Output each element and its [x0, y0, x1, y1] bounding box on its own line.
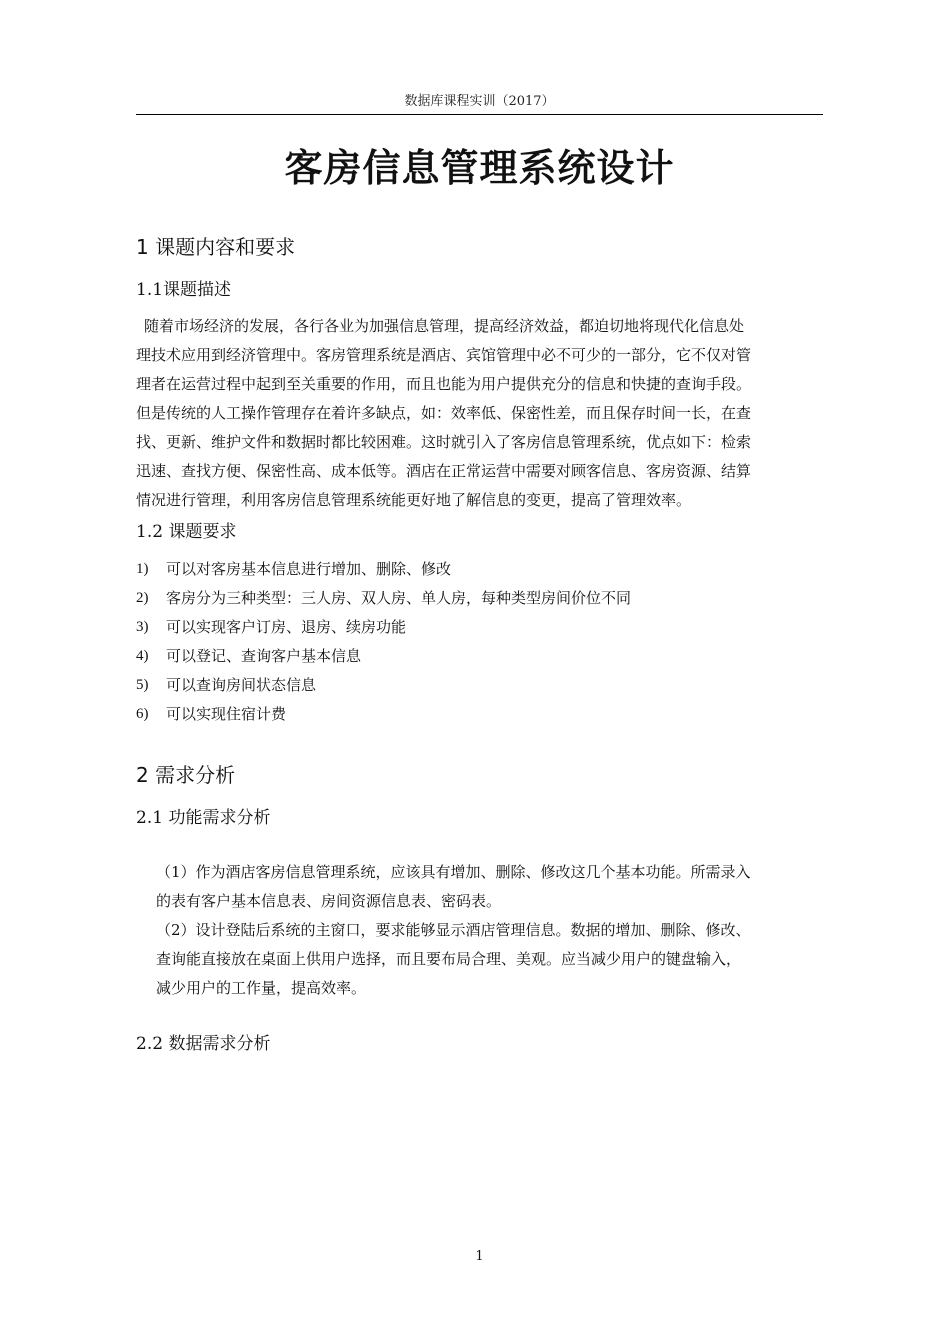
- page-number: 1: [475, 1249, 484, 1264]
- header-rule: [136, 114, 823, 115]
- section-2-1-heading: 2.1 功能需求分析: [136, 808, 271, 828]
- paragraph-line: （2）设计登陆后系统的主窗口，要求能够显示酒店管理信息。数据的增加、删除、修改、: [156, 921, 751, 939]
- list-item-text: 可以实现客户订房、退房、续房功能: [166, 618, 407, 636]
- paragraph-line: 理者在运营过程中起到至关重要的作用，而且也能为用户提供充分的信息和快捷的查询手段。: [136, 375, 752, 393]
- paragraph-line: 迅速、查找方便、保密性高、成本低等。酒店在正常运营中需要对顾客信息、客房资源、结算: [136, 462, 752, 480]
- list-item: [136, 642, 631, 671]
- section-1-heading: 1 课题内容和要求: [136, 235, 296, 259]
- section-2-heading: 2 需求分析: [136, 763, 236, 787]
- list-item: [136, 671, 631, 700]
- list-item-number: 5): [136, 677, 149, 693]
- list-item-number: 1): [136, 561, 149, 577]
- section-1-1-paragraph: [136, 312, 826, 515]
- running-header: 数据库课程实训（2017）: [404, 94, 555, 109]
- list-item-number: 6): [136, 706, 149, 722]
- list-item-text: 可以查询房间状态信息: [166, 676, 317, 694]
- paragraph-line: 随着市场经济的发展，各行各业为加强信息管理，提高经济效益，都迫切地将现代化信息处: [144, 317, 745, 335]
- list-item: [136, 555, 631, 584]
- paragraph-line: 理技术应用到经济管理中。客房管理系统是酒店、宾馆管理中必不可少的一部分，它不仅对管: [136, 346, 752, 364]
- paragraph-line: 查询能直接放在桌面上供用户选择，而且要布局合理、美观。应当减少用户的键盘输入，: [156, 950, 742, 968]
- list-item: [136, 584, 631, 613]
- paragraph-line: （1）作为酒店客房信息管理系统，应该具有增加、删除、修改这几个基本功能。所需录入: [156, 863, 751, 881]
- paragraph-line: 的表有客户基本信息表、房间资源信息表、密码表。: [156, 892, 502, 910]
- paragraph-line: 但是传统的人工操作管理存在着许多缺点，如：效率低、保密性差，而且保存时间一长，在查: [136, 404, 752, 422]
- list-item: [136, 700, 631, 729]
- list-item-number: 4): [136, 648, 149, 664]
- section-2-2-heading: 2.2 数据需求分析: [136, 1034, 271, 1054]
- list-item-text: 可以登记、查询客户基本信息: [166, 647, 362, 665]
- section-1-1-heading: 1.1课题描述: [136, 280, 232, 300]
- list-item-text: 可以实现住宿计费: [166, 705, 287, 723]
- list-item-number: 2): [136, 590, 149, 606]
- paragraph-line: 减少用户的工作量，提高效率。: [156, 979, 367, 997]
- requirements-list: [136, 555, 631, 729]
- document-title: 客房信息管理系统设计: [284, 146, 675, 190]
- list-item-number: 3): [136, 619, 149, 635]
- list-item: [136, 613, 631, 642]
- list-item-text: 可以对客房基本信息进行增加、删除、修改: [166, 560, 452, 578]
- paragraph-line: 找、更新、维护文件和数据时都比较困难。这时就引入了客房信息管理系统，优点如下：检索: [136, 433, 752, 451]
- section-1-2-heading: 1.2 课题要求: [136, 522, 237, 542]
- paragraph-line: 情况进行管理，利用客房信息管理系统能更好地了解信息的变更，提高了管理效率。: [136, 491, 692, 509]
- section-2-1-paragraph: [156, 858, 826, 1003]
- list-item-text: 客房分为三种类型：三人房、双人房、单人房，每种类型房间价位不同: [166, 589, 632, 607]
